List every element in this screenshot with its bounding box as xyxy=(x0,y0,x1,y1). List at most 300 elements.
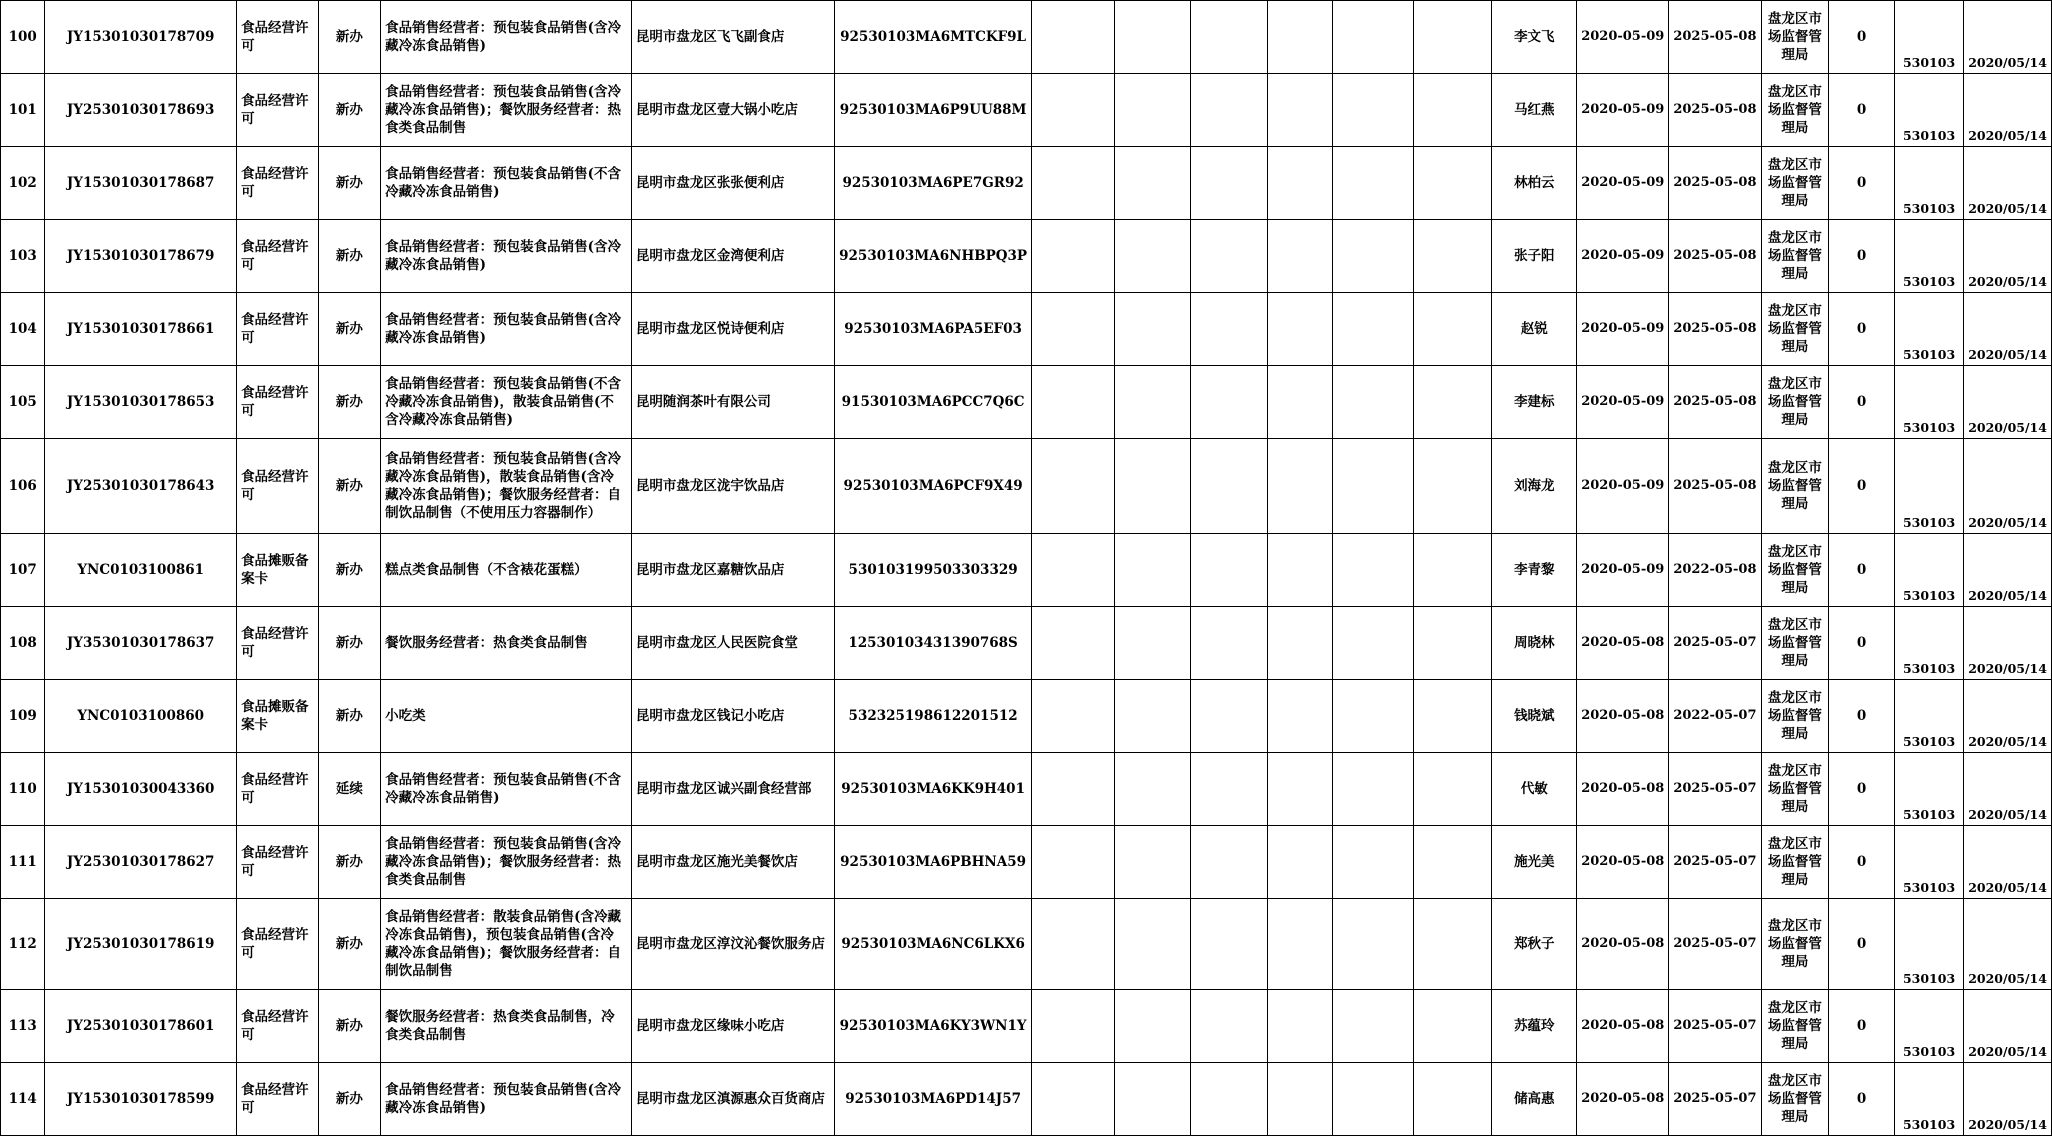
valid-from-cell: 2020-05-09 xyxy=(1577,534,1669,607)
credit-code-cell: 92530103MA6PCF9X49 xyxy=(835,439,1032,534)
empty-cell xyxy=(1115,220,1191,293)
empty-cell xyxy=(1413,534,1492,607)
empty-cell xyxy=(1191,220,1268,293)
license-type-cell: 食品经营许可 xyxy=(237,439,319,534)
empty-cell xyxy=(1413,1063,1492,1136)
region-code-cell: 530103 xyxy=(1894,74,1963,147)
business-scope-cell: 食品销售经营者：散装食品销售(含冷藏冷冻食品销售)，预包装食品销售(含冷藏冷冻食品销售)；餐饮服务经营者：自制饮品制售 xyxy=(381,899,632,990)
credit-code-cell: 92530103MA6PBHNA59 xyxy=(835,826,1032,899)
table-row xyxy=(1,1,2052,74)
credit-code-cell: 92530103MA6KY3WN1Y xyxy=(835,990,1032,1063)
empty-cell xyxy=(1115,1063,1191,1136)
empty-cell xyxy=(1032,607,1115,680)
empty-cell xyxy=(1191,534,1268,607)
table-row xyxy=(1,439,2052,534)
credit-code-cell: 530103199503303329 xyxy=(835,534,1032,607)
empty-cell xyxy=(1267,990,1332,1063)
empty-cell xyxy=(1413,293,1492,366)
update-date-cell: 2020/05/14 xyxy=(1964,607,2052,680)
region-code-cell: 530103 xyxy=(1894,293,1963,366)
license-type-cell: 食品经营许可 xyxy=(237,899,319,990)
legal-representative-cell: 郑秋子 xyxy=(1492,899,1577,990)
issuing-authority-cell: 盘龙区市场监督管理局 xyxy=(1761,1063,1829,1136)
empty-cell xyxy=(1115,899,1191,990)
empty-cell xyxy=(1032,439,1115,534)
empty-cell xyxy=(1267,534,1332,607)
business-name-cell: 昆明市盘龙区淳汶沁餐饮服务店 xyxy=(631,899,834,990)
legal-representative-cell: 马红燕 xyxy=(1492,74,1577,147)
business-scope-cell: 食品销售经营者：预包装食品销售(含冷藏冷冻食品销售) xyxy=(381,293,632,366)
empty-cell xyxy=(1332,899,1413,990)
update-date-cell: 2020/05/14 xyxy=(1964,439,2052,534)
region-code-cell: 530103 xyxy=(1894,366,1963,439)
update-date-cell: 2020/05/14 xyxy=(1964,220,2052,293)
issuing-authority-cell: 盘龙区市场监督管理局 xyxy=(1761,293,1829,366)
status-cell: 0 xyxy=(1829,990,1895,1063)
empty-cell xyxy=(1115,607,1191,680)
status-cell: 0 xyxy=(1829,220,1895,293)
empty-cell xyxy=(1332,607,1413,680)
table-row xyxy=(1,1063,2052,1136)
empty-cell xyxy=(1413,680,1492,753)
action-type-cell: 新办 xyxy=(318,439,381,534)
license-type-cell: 食品经营许可 xyxy=(237,366,319,439)
update-date-cell: 2020/05/14 xyxy=(1964,899,2052,990)
empty-cell xyxy=(1413,74,1492,147)
issuing-authority-cell: 盘龙区市场监督管理局 xyxy=(1761,990,1829,1063)
empty-cell xyxy=(1332,220,1413,293)
empty-cell xyxy=(1115,680,1191,753)
empty-cell xyxy=(1032,1063,1115,1136)
empty-cell xyxy=(1032,74,1115,147)
empty-cell xyxy=(1115,990,1191,1063)
seq-cell: 109 xyxy=(1,680,45,753)
status-cell: 0 xyxy=(1829,1063,1895,1136)
action-type-cell: 新办 xyxy=(318,680,381,753)
empty-cell xyxy=(1032,147,1115,220)
seq-cell: 107 xyxy=(1,534,45,607)
business-scope-cell: 食品销售经营者：预包装食品销售(不含冷藏冷冻食品销售)，散装食品销售(不含冷藏冷冻食品销售) xyxy=(381,366,632,439)
valid-to-cell: 2025-05-07 xyxy=(1669,990,1761,1063)
empty-cell xyxy=(1032,680,1115,753)
business-name-cell: 昆明随润茶叶有限公司 xyxy=(631,366,834,439)
empty-cell xyxy=(1267,74,1332,147)
credit-code-cell: 92530103MA6PD14J57 xyxy=(835,1063,1032,1136)
empty-cell xyxy=(1267,899,1332,990)
table-row xyxy=(1,899,2052,990)
legal-representative-cell: 苏蕴玲 xyxy=(1492,990,1577,1063)
empty-cell xyxy=(1032,534,1115,607)
empty-cell xyxy=(1032,1,1115,74)
license-number-cell: JY25301030178693 xyxy=(45,74,237,147)
empty-cell xyxy=(1413,147,1492,220)
empty-cell xyxy=(1191,753,1268,826)
business-name-cell: 昆明市盘龙区诚兴副食经营部 xyxy=(631,753,834,826)
valid-from-cell: 2020-05-08 xyxy=(1577,826,1669,899)
valid-from-cell: 2020-05-09 xyxy=(1577,74,1669,147)
valid-from-cell: 2020-05-08 xyxy=(1577,607,1669,680)
empty-cell xyxy=(1191,293,1268,366)
update-date-cell: 2020/05/14 xyxy=(1964,753,2052,826)
region-code-cell: 530103 xyxy=(1894,439,1963,534)
issuing-authority-cell: 盘龙区市场监督管理局 xyxy=(1761,147,1829,220)
region-code-cell: 530103 xyxy=(1894,826,1963,899)
legal-representative-cell: 林柏云 xyxy=(1492,147,1577,220)
table-row xyxy=(1,293,2052,366)
empty-cell xyxy=(1332,990,1413,1063)
license-number-cell: YNC0103100860 xyxy=(45,680,237,753)
table-row xyxy=(1,534,2052,607)
valid-from-cell: 2020-05-09 xyxy=(1577,366,1669,439)
action-type-cell: 新办 xyxy=(318,826,381,899)
business-name-cell: 昆明市盘龙区飞飞副食店 xyxy=(631,1,834,74)
seq-cell: 100 xyxy=(1,1,45,74)
empty-cell xyxy=(1032,990,1115,1063)
license-number-cell: JY15301030178687 xyxy=(45,147,237,220)
empty-cell xyxy=(1032,753,1115,826)
valid-to-cell: 2025-05-08 xyxy=(1669,293,1761,366)
empty-cell xyxy=(1032,366,1115,439)
issuing-authority-cell: 盘龙区市场监督管理局 xyxy=(1761,753,1829,826)
empty-cell xyxy=(1413,1,1492,74)
empty-cell xyxy=(1115,826,1191,899)
credit-code-cell: 92530103MA6PE7GR92 xyxy=(835,147,1032,220)
empty-cell xyxy=(1332,293,1413,366)
empty-cell xyxy=(1191,899,1268,990)
business-name-cell: 昆明市盘龙区嘉糖饮品店 xyxy=(631,534,834,607)
license-number-cell: JY25301030178601 xyxy=(45,990,237,1063)
valid-from-cell: 2020-05-08 xyxy=(1577,753,1669,826)
legal-representative-cell: 钱晓斌 xyxy=(1492,680,1577,753)
empty-cell xyxy=(1332,366,1413,439)
credit-code-cell: 92530103MA6P9UU88M xyxy=(835,74,1032,147)
business-scope-cell: 食品销售经营者：预包装食品销售(含冷藏冷冻食品销售) xyxy=(381,1063,632,1136)
valid-from-cell: 2020-05-08 xyxy=(1577,1063,1669,1136)
region-code-cell: 530103 xyxy=(1894,680,1963,753)
license-type-cell: 食品经营许可 xyxy=(237,1063,319,1136)
empty-cell xyxy=(1267,366,1332,439)
update-date-cell: 2020/05/14 xyxy=(1964,1,2052,74)
status-cell: 0 xyxy=(1829,899,1895,990)
update-date-cell: 2020/05/14 xyxy=(1964,990,2052,1063)
business-name-cell: 昆明市盘龙区滇源惠众百货商店 xyxy=(631,1063,834,1136)
valid-from-cell: 2020-05-09 xyxy=(1577,439,1669,534)
business-scope-cell: 食品销售经营者：预包装食品销售(含冷藏冷冻食品销售)，散装食品销售(含冷藏冷冻食品销售)；餐饮服务经营者：自制饮品制售（不使用压力容器制作） xyxy=(381,439,632,534)
license-type-cell: 食品经营许可 xyxy=(237,74,319,147)
status-cell: 0 xyxy=(1829,439,1895,534)
update-date-cell: 2020/05/14 xyxy=(1964,1063,2052,1136)
empty-cell xyxy=(1267,293,1332,366)
action-type-cell: 新办 xyxy=(318,607,381,680)
empty-cell xyxy=(1032,899,1115,990)
region-code-cell: 530103 xyxy=(1894,753,1963,826)
table-body xyxy=(1,1,2052,1136)
empty-cell xyxy=(1332,1,1413,74)
issuing-authority-cell: 盘龙区市场监督管理局 xyxy=(1761,607,1829,680)
empty-cell xyxy=(1191,826,1268,899)
empty-cell xyxy=(1413,439,1492,534)
empty-cell xyxy=(1267,826,1332,899)
action-type-cell: 新办 xyxy=(318,293,381,366)
business-name-cell: 昆明市盘龙区钱记小吃店 xyxy=(631,680,834,753)
legal-representative-cell: 赵锐 xyxy=(1492,293,1577,366)
legal-representative-cell: 代敏 xyxy=(1492,753,1577,826)
business-name-cell: 昆明市盘龙区悦诗便利店 xyxy=(631,293,834,366)
license-number-cell: JY15301030043360 xyxy=(45,753,237,826)
legal-representative-cell: 周晓林 xyxy=(1492,607,1577,680)
seq-cell: 113 xyxy=(1,990,45,1063)
empty-cell xyxy=(1332,534,1413,607)
status-cell: 0 xyxy=(1829,74,1895,147)
business-scope-cell: 糕点类食品制售（不含裱花蛋糕） xyxy=(381,534,632,607)
region-code-cell: 530103 xyxy=(1894,1063,1963,1136)
valid-from-cell: 2020-05-09 xyxy=(1577,1,1669,74)
update-date-cell: 2020/05/14 xyxy=(1964,366,2052,439)
empty-cell xyxy=(1115,753,1191,826)
license-number-cell: JY15301030178661 xyxy=(45,293,237,366)
empty-cell xyxy=(1115,293,1191,366)
empty-cell xyxy=(1191,1,1268,74)
credit-code-cell: 92530103MA6PA5EF03 xyxy=(835,293,1032,366)
license-type-cell: 食品经营许可 xyxy=(237,607,319,680)
business-scope-cell: 餐饮服务经营者：热食类食品制售 xyxy=(381,607,632,680)
business-scope-cell: 食品销售经营者：预包装食品销售(不含冷藏冷冻食品销售) xyxy=(381,753,632,826)
empty-cell xyxy=(1032,220,1115,293)
empty-cell xyxy=(1191,366,1268,439)
license-type-cell: 食品经营许可 xyxy=(237,826,319,899)
issuing-authority-cell: 盘龙区市场监督管理局 xyxy=(1761,74,1829,147)
credit-code-cell: 92530103MA6NC6LKX6 xyxy=(835,899,1032,990)
license-number-cell: JY25301030178619 xyxy=(45,899,237,990)
business-scope-cell: 食品销售经营者：预包装食品销售(含冷藏冷冻食品销售) xyxy=(381,1,632,74)
legal-representative-cell: 李文飞 xyxy=(1492,1,1577,74)
valid-from-cell: 2020-05-09 xyxy=(1577,147,1669,220)
empty-cell xyxy=(1413,826,1492,899)
table-row xyxy=(1,366,2052,439)
table-row xyxy=(1,607,2052,680)
license-number-cell: JY35301030178637 xyxy=(45,607,237,680)
valid-to-cell: 2025-05-08 xyxy=(1669,1,1761,74)
license-type-cell: 食品经营许可 xyxy=(237,990,319,1063)
seq-cell: 103 xyxy=(1,220,45,293)
empty-cell xyxy=(1267,607,1332,680)
action-type-cell: 新办 xyxy=(318,74,381,147)
empty-cell xyxy=(1267,1063,1332,1136)
issuing-authority-cell: 盘龙区市场监督管理局 xyxy=(1761,826,1829,899)
empty-cell xyxy=(1413,366,1492,439)
valid-to-cell: 2025-05-08 xyxy=(1669,439,1761,534)
empty-cell xyxy=(1332,439,1413,534)
valid-to-cell: 2025-05-07 xyxy=(1669,826,1761,899)
credit-code-cell: 532325198612201512 xyxy=(835,680,1032,753)
empty-cell xyxy=(1413,607,1492,680)
valid-to-cell: 2022-05-08 xyxy=(1669,534,1761,607)
table-row xyxy=(1,680,2052,753)
license-number-cell: JY15301030178679 xyxy=(45,220,237,293)
seq-cell: 112 xyxy=(1,899,45,990)
empty-cell xyxy=(1191,439,1268,534)
table-row xyxy=(1,753,2052,826)
license-type-cell: 食品经营许可 xyxy=(237,1,319,74)
business-name-cell: 昆明市盘龙区施光美餐饮店 xyxy=(631,826,834,899)
business-scope-cell: 食品销售经营者：预包装食品销售(含冷藏冷冻食品销售) xyxy=(381,220,632,293)
empty-cell xyxy=(1267,753,1332,826)
legal-representative-cell: 刘海龙 xyxy=(1492,439,1577,534)
valid-from-cell: 2020-05-08 xyxy=(1577,899,1669,990)
region-code-cell: 530103 xyxy=(1894,1,1963,74)
seq-cell: 102 xyxy=(1,147,45,220)
license-type-cell: 食品经营许可 xyxy=(237,147,319,220)
empty-cell xyxy=(1267,147,1332,220)
empty-cell xyxy=(1115,439,1191,534)
valid-from-cell: 2020-05-08 xyxy=(1577,990,1669,1063)
empty-cell xyxy=(1115,1,1191,74)
empty-cell xyxy=(1191,147,1268,220)
empty-cell xyxy=(1191,1063,1268,1136)
empty-cell xyxy=(1191,680,1268,753)
credit-code-cell: 12530103431390768S xyxy=(835,607,1032,680)
action-type-cell: 延续 xyxy=(318,753,381,826)
empty-cell xyxy=(1413,990,1492,1063)
table-row xyxy=(1,220,2052,293)
issuing-authority-cell: 盘龙区市场监督管理局 xyxy=(1761,680,1829,753)
empty-cell xyxy=(1332,826,1413,899)
update-date-cell: 2020/05/14 xyxy=(1964,826,2052,899)
seq-cell: 110 xyxy=(1,753,45,826)
table-row xyxy=(1,74,2052,147)
action-type-cell: 新办 xyxy=(318,366,381,439)
valid-from-cell: 2020-05-08 xyxy=(1577,680,1669,753)
credit-code-cell: 92530103MA6KK9H401 xyxy=(835,753,1032,826)
region-code-cell: 530103 xyxy=(1894,607,1963,680)
license-type-cell: 食品摊贩备案卡 xyxy=(237,680,319,753)
empty-cell xyxy=(1332,74,1413,147)
business-name-cell: 昆明市盘龙区人民医院食堂 xyxy=(631,607,834,680)
table-row xyxy=(1,826,2052,899)
license-type-cell: 食品经营许可 xyxy=(237,753,319,826)
empty-cell xyxy=(1413,899,1492,990)
license-type-cell: 食品经营许可 xyxy=(237,293,319,366)
status-cell: 0 xyxy=(1829,534,1895,607)
action-type-cell: 新办 xyxy=(318,1,381,74)
status-cell: 0 xyxy=(1829,366,1895,439)
status-cell: 0 xyxy=(1829,753,1895,826)
issuing-authority-cell: 盘龙区市场监督管理局 xyxy=(1761,439,1829,534)
valid-to-cell: 2025-05-07 xyxy=(1669,1063,1761,1136)
issuing-authority-cell: 盘龙区市场监督管理局 xyxy=(1761,220,1829,293)
empty-cell xyxy=(1267,680,1332,753)
status-cell: 0 xyxy=(1829,147,1895,220)
business-scope-cell: 餐饮服务经营者：热食类食品制售，冷食类食品制售 xyxy=(381,990,632,1063)
issuing-authority-cell: 盘龙区市场监督管理局 xyxy=(1761,1,1829,74)
empty-cell xyxy=(1191,74,1268,147)
license-number-cell: JY15301030178653 xyxy=(45,366,237,439)
credit-code-cell: 92530103MA6MTCKF9L xyxy=(835,1,1032,74)
legal-representative-cell: 储高惠 xyxy=(1492,1063,1577,1136)
empty-cell xyxy=(1332,680,1413,753)
license-number-cell: JY25301030178627 xyxy=(45,826,237,899)
update-date-cell: 2020/05/14 xyxy=(1964,293,2052,366)
valid-to-cell: 2025-05-08 xyxy=(1669,147,1761,220)
business-name-cell: 昆明市盘龙区金湾便利店 xyxy=(631,220,834,293)
credit-code-cell: 92530103MA6NHBPQ3P xyxy=(835,220,1032,293)
table-row xyxy=(1,147,2052,220)
license-number-cell: JY15301030178709 xyxy=(45,1,237,74)
valid-to-cell: 2025-05-08 xyxy=(1669,366,1761,439)
table-row xyxy=(1,990,2052,1063)
legal-representative-cell: 施光美 xyxy=(1492,826,1577,899)
license-type-cell: 食品经营许可 xyxy=(237,220,319,293)
empty-cell xyxy=(1413,753,1492,826)
seq-cell: 111 xyxy=(1,826,45,899)
valid-from-cell: 2020-05-09 xyxy=(1577,220,1669,293)
status-cell: 0 xyxy=(1829,826,1895,899)
business-scope-cell: 小吃类 xyxy=(381,680,632,753)
valid-to-cell: 2025-05-08 xyxy=(1669,74,1761,147)
region-code-cell: 530103 xyxy=(1894,899,1963,990)
region-code-cell: 530103 xyxy=(1894,990,1963,1063)
valid-from-cell: 2020-05-09 xyxy=(1577,293,1669,366)
update-date-cell: 2020/05/14 xyxy=(1964,680,2052,753)
empty-cell xyxy=(1267,220,1332,293)
business-name-cell: 昆明市盘龙区壹大锅小吃店 xyxy=(631,74,834,147)
empty-cell xyxy=(1332,147,1413,220)
license-number-cell: YNC0103100861 xyxy=(45,534,237,607)
empty-cell xyxy=(1115,534,1191,607)
empty-cell xyxy=(1115,366,1191,439)
action-type-cell: 新办 xyxy=(318,147,381,220)
issuing-authority-cell: 盘龙区市场监督管理局 xyxy=(1761,366,1829,439)
empty-cell xyxy=(1115,74,1191,147)
empty-cell xyxy=(1413,220,1492,293)
valid-to-cell: 2025-05-07 xyxy=(1669,607,1761,680)
status-cell: 0 xyxy=(1829,607,1895,680)
update-date-cell: 2020/05/14 xyxy=(1964,534,2052,607)
seq-cell: 105 xyxy=(1,366,45,439)
business-name-cell: 昆明市盘龙区泷宇饮品店 xyxy=(631,439,834,534)
empty-cell xyxy=(1191,990,1268,1063)
valid-to-cell: 2025-05-07 xyxy=(1669,753,1761,826)
empty-cell xyxy=(1332,753,1413,826)
issuing-authority-cell: 盘龙区市场监督管理局 xyxy=(1761,534,1829,607)
empty-cell xyxy=(1191,607,1268,680)
license-number-cell: JY15301030178599 xyxy=(45,1063,237,1136)
action-type-cell: 新办 xyxy=(318,534,381,607)
action-type-cell: 新办 xyxy=(318,899,381,990)
valid-to-cell: 2025-05-07 xyxy=(1669,899,1761,990)
legal-representative-cell: 李青黎 xyxy=(1492,534,1577,607)
status-cell: 0 xyxy=(1829,1,1895,74)
empty-cell xyxy=(1032,826,1115,899)
region-code-cell: 530103 xyxy=(1894,220,1963,293)
valid-to-cell: 2022-05-07 xyxy=(1669,680,1761,753)
region-code-cell: 530103 xyxy=(1894,534,1963,607)
valid-to-cell: 2025-05-08 xyxy=(1669,220,1761,293)
action-type-cell: 新办 xyxy=(318,1063,381,1136)
status-cell: 0 xyxy=(1829,293,1895,366)
business-name-cell: 昆明市盘龙区缘味小吃店 xyxy=(631,990,834,1063)
empty-cell xyxy=(1267,1,1332,74)
region-code-cell: 530103 xyxy=(1894,147,1963,220)
issuing-authority-cell: 盘龙区市场监督管理局 xyxy=(1761,899,1829,990)
seq-cell: 106 xyxy=(1,439,45,534)
business-scope-cell: 食品销售经营者：预包装食品销售(不含冷藏冷冻食品销售) xyxy=(381,147,632,220)
empty-cell xyxy=(1267,439,1332,534)
license-number-cell: JY25301030178643 xyxy=(45,439,237,534)
license-type-cell: 食品摊贩备案卡 xyxy=(237,534,319,607)
business-scope-cell: 食品销售经营者：预包装食品销售(含冷藏冷冻食品销售)；餐饮服务经营者：热食类食品制售 xyxy=(381,826,632,899)
credit-code-cell: 91530103MA6PCC7Q6C xyxy=(835,366,1032,439)
